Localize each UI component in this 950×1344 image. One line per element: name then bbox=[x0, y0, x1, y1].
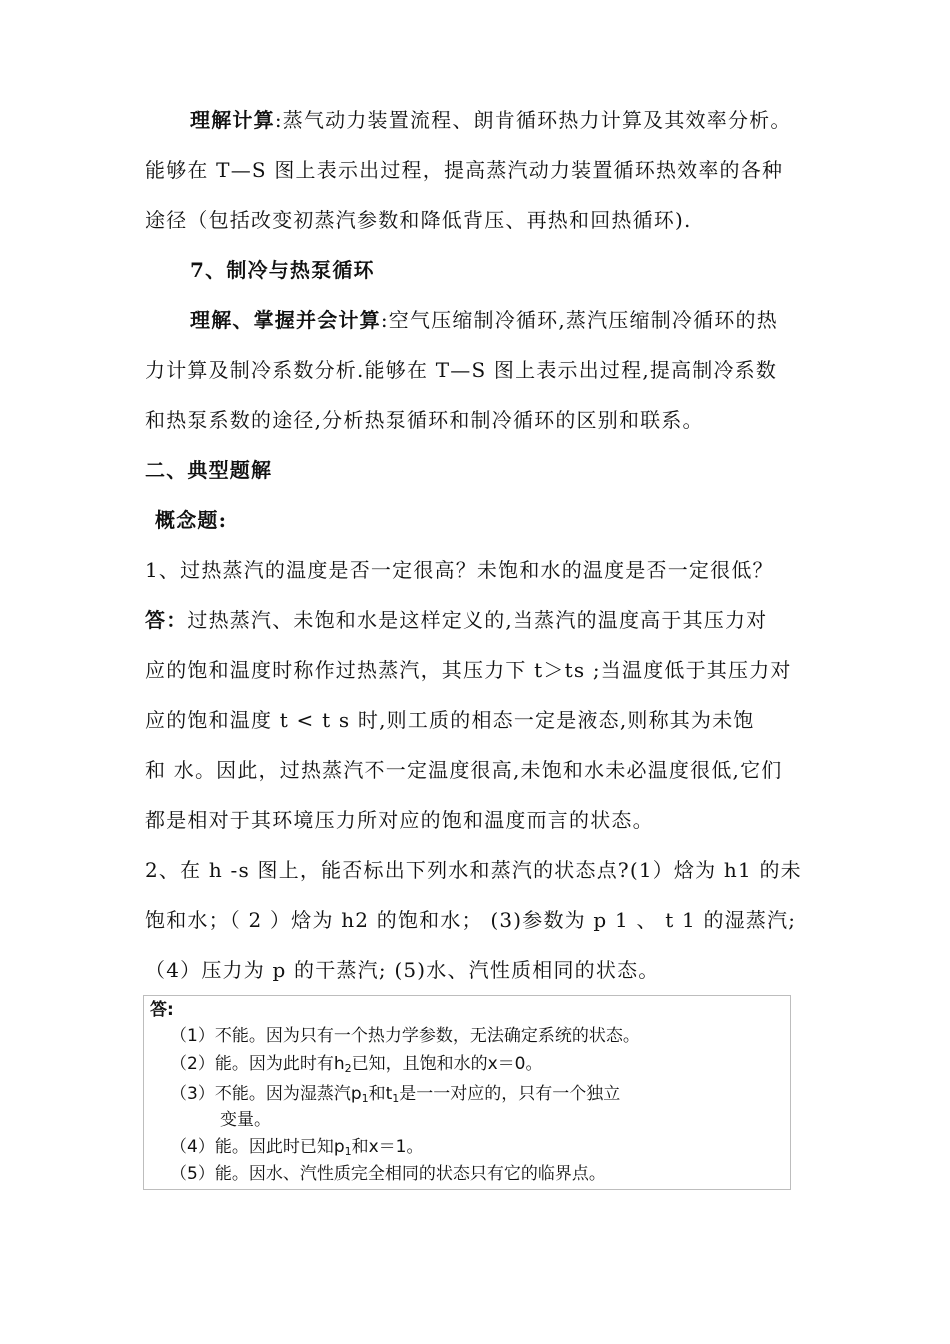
answer-item-4-pre: （4）能。因此时已知p bbox=[170, 1137, 345, 1157]
section7-title: 7、制冷与热泵循环 bbox=[190, 258, 375, 282]
q2-line1: 2、在 h -s 图上，能否标出下列水和蒸汽的状态点?(1）焓为 h1 的未 bbox=[145, 858, 802, 882]
answer-box-title: 答: bbox=[150, 1000, 174, 1020]
q1-answer-line5: 都是相对于其环境压力所对应的饱和温度而言的状态。 bbox=[145, 808, 654, 832]
answer-item-3-continued: 变量。 bbox=[220, 1110, 271, 1130]
answer-item-3-sub1: 1 bbox=[361, 1092, 369, 1105]
answer-item-5: （5）能。因水、汽性质完全相同的状态只有它的临界点。 bbox=[170, 1164, 606, 1184]
q1-answer-line2: 应的饱和温度时称作过热蒸汽，其压力下 t＞ts ;当温度低于其压力对 bbox=[145, 658, 792, 682]
answer-item-3 bbox=[170, 1082, 620, 1111]
section7-line1-text: :空气压缩制冷循环,蒸汽压缩制冷循环的热 bbox=[380, 308, 778, 332]
concept-title: 概念题: bbox=[155, 508, 228, 532]
answer-item-2-post: 已知，且饱和水的x＝0。 bbox=[351, 1054, 543, 1074]
answer-item-3-mid: 和t bbox=[368, 1084, 393, 1104]
q2-line2: 饱和水；（ 2 ）焓为 h2 的饱和水； (3)参数为 p 1 、 t 1 的湿蒸汽; bbox=[145, 908, 797, 932]
q1-answer-line4: 和 水。因此，过热蒸汽不一定温度很高,未饱和水未必温度很低,它们 bbox=[145, 758, 783, 782]
answer-item-2-sub: 2 bbox=[344, 1062, 352, 1075]
answer-item-3-post: 是一一对应的，只有一个独立 bbox=[399, 1084, 621, 1104]
section6-label: 理解计算 bbox=[190, 108, 275, 132]
section7-label: 理解、掌握并会计算 bbox=[190, 308, 381, 332]
answer-item-3-sub2: 1 bbox=[392, 1092, 400, 1105]
answer-item-2-pre: （2）能。因为此时有h bbox=[170, 1054, 345, 1074]
answer-item-4 bbox=[170, 1135, 424, 1164]
answer-box bbox=[143, 995, 791, 1190]
section7-line2: 力计算及制冷系数分析.能够在 T—S 图上表示出过程,提高制冷系数 bbox=[145, 358, 778, 382]
answer-item-4-sub: 1 bbox=[344, 1145, 352, 1158]
answer-item-1: （1）不能。因为只有一个热力学参数，无法确定系统的状态。 bbox=[170, 1026, 640, 1046]
q1-answer-text1: 过热蒸汽、未饱和水是这样定义的,当蒸汽的温度高于其压力对 bbox=[187, 608, 768, 632]
q1-question: 1、过热蒸汽的温度是否一定很高？未饱和水的温度是否一定很低？ bbox=[145, 558, 774, 582]
section6-line1-text: :蒸气动力装置流程、朗肯循环热力计算及其效率分析。 bbox=[274, 108, 792, 132]
section7-line1 bbox=[190, 305, 810, 335]
q1-answer-label: 答： bbox=[145, 608, 188, 632]
q2-line3: （4）压力为 p 的干蒸汽; (5)水、汽性质相同的状态。 bbox=[145, 958, 660, 982]
section7-line3: 和热泵系数的途径,分析热泵循环和制冷循环的区别和联系。 bbox=[145, 408, 704, 432]
section6-line2: 能够在 T—S 图上表示出过程，提高蒸汽动力装置循环热效率的各种 bbox=[145, 158, 784, 182]
section6-line3: 途径（包括改变初蒸汽参数和降低背压、再热和回热循环). bbox=[145, 208, 692, 232]
section6-line1 bbox=[190, 105, 810, 135]
answer-item-3-pre: （3）不能。因为湿蒸汽p bbox=[170, 1084, 362, 1104]
part2-title: 二、典型题解 bbox=[145, 458, 273, 482]
answer-item-2 bbox=[170, 1052, 542, 1081]
q1-answer-line3: 应的饱和温度 t < t s 时,则工质的相态一定是液态,则称其为未饱 bbox=[145, 708, 755, 732]
answer-item-4-post: 和x＝1。 bbox=[351, 1137, 424, 1157]
q1-answer-line1 bbox=[145, 605, 810, 635]
